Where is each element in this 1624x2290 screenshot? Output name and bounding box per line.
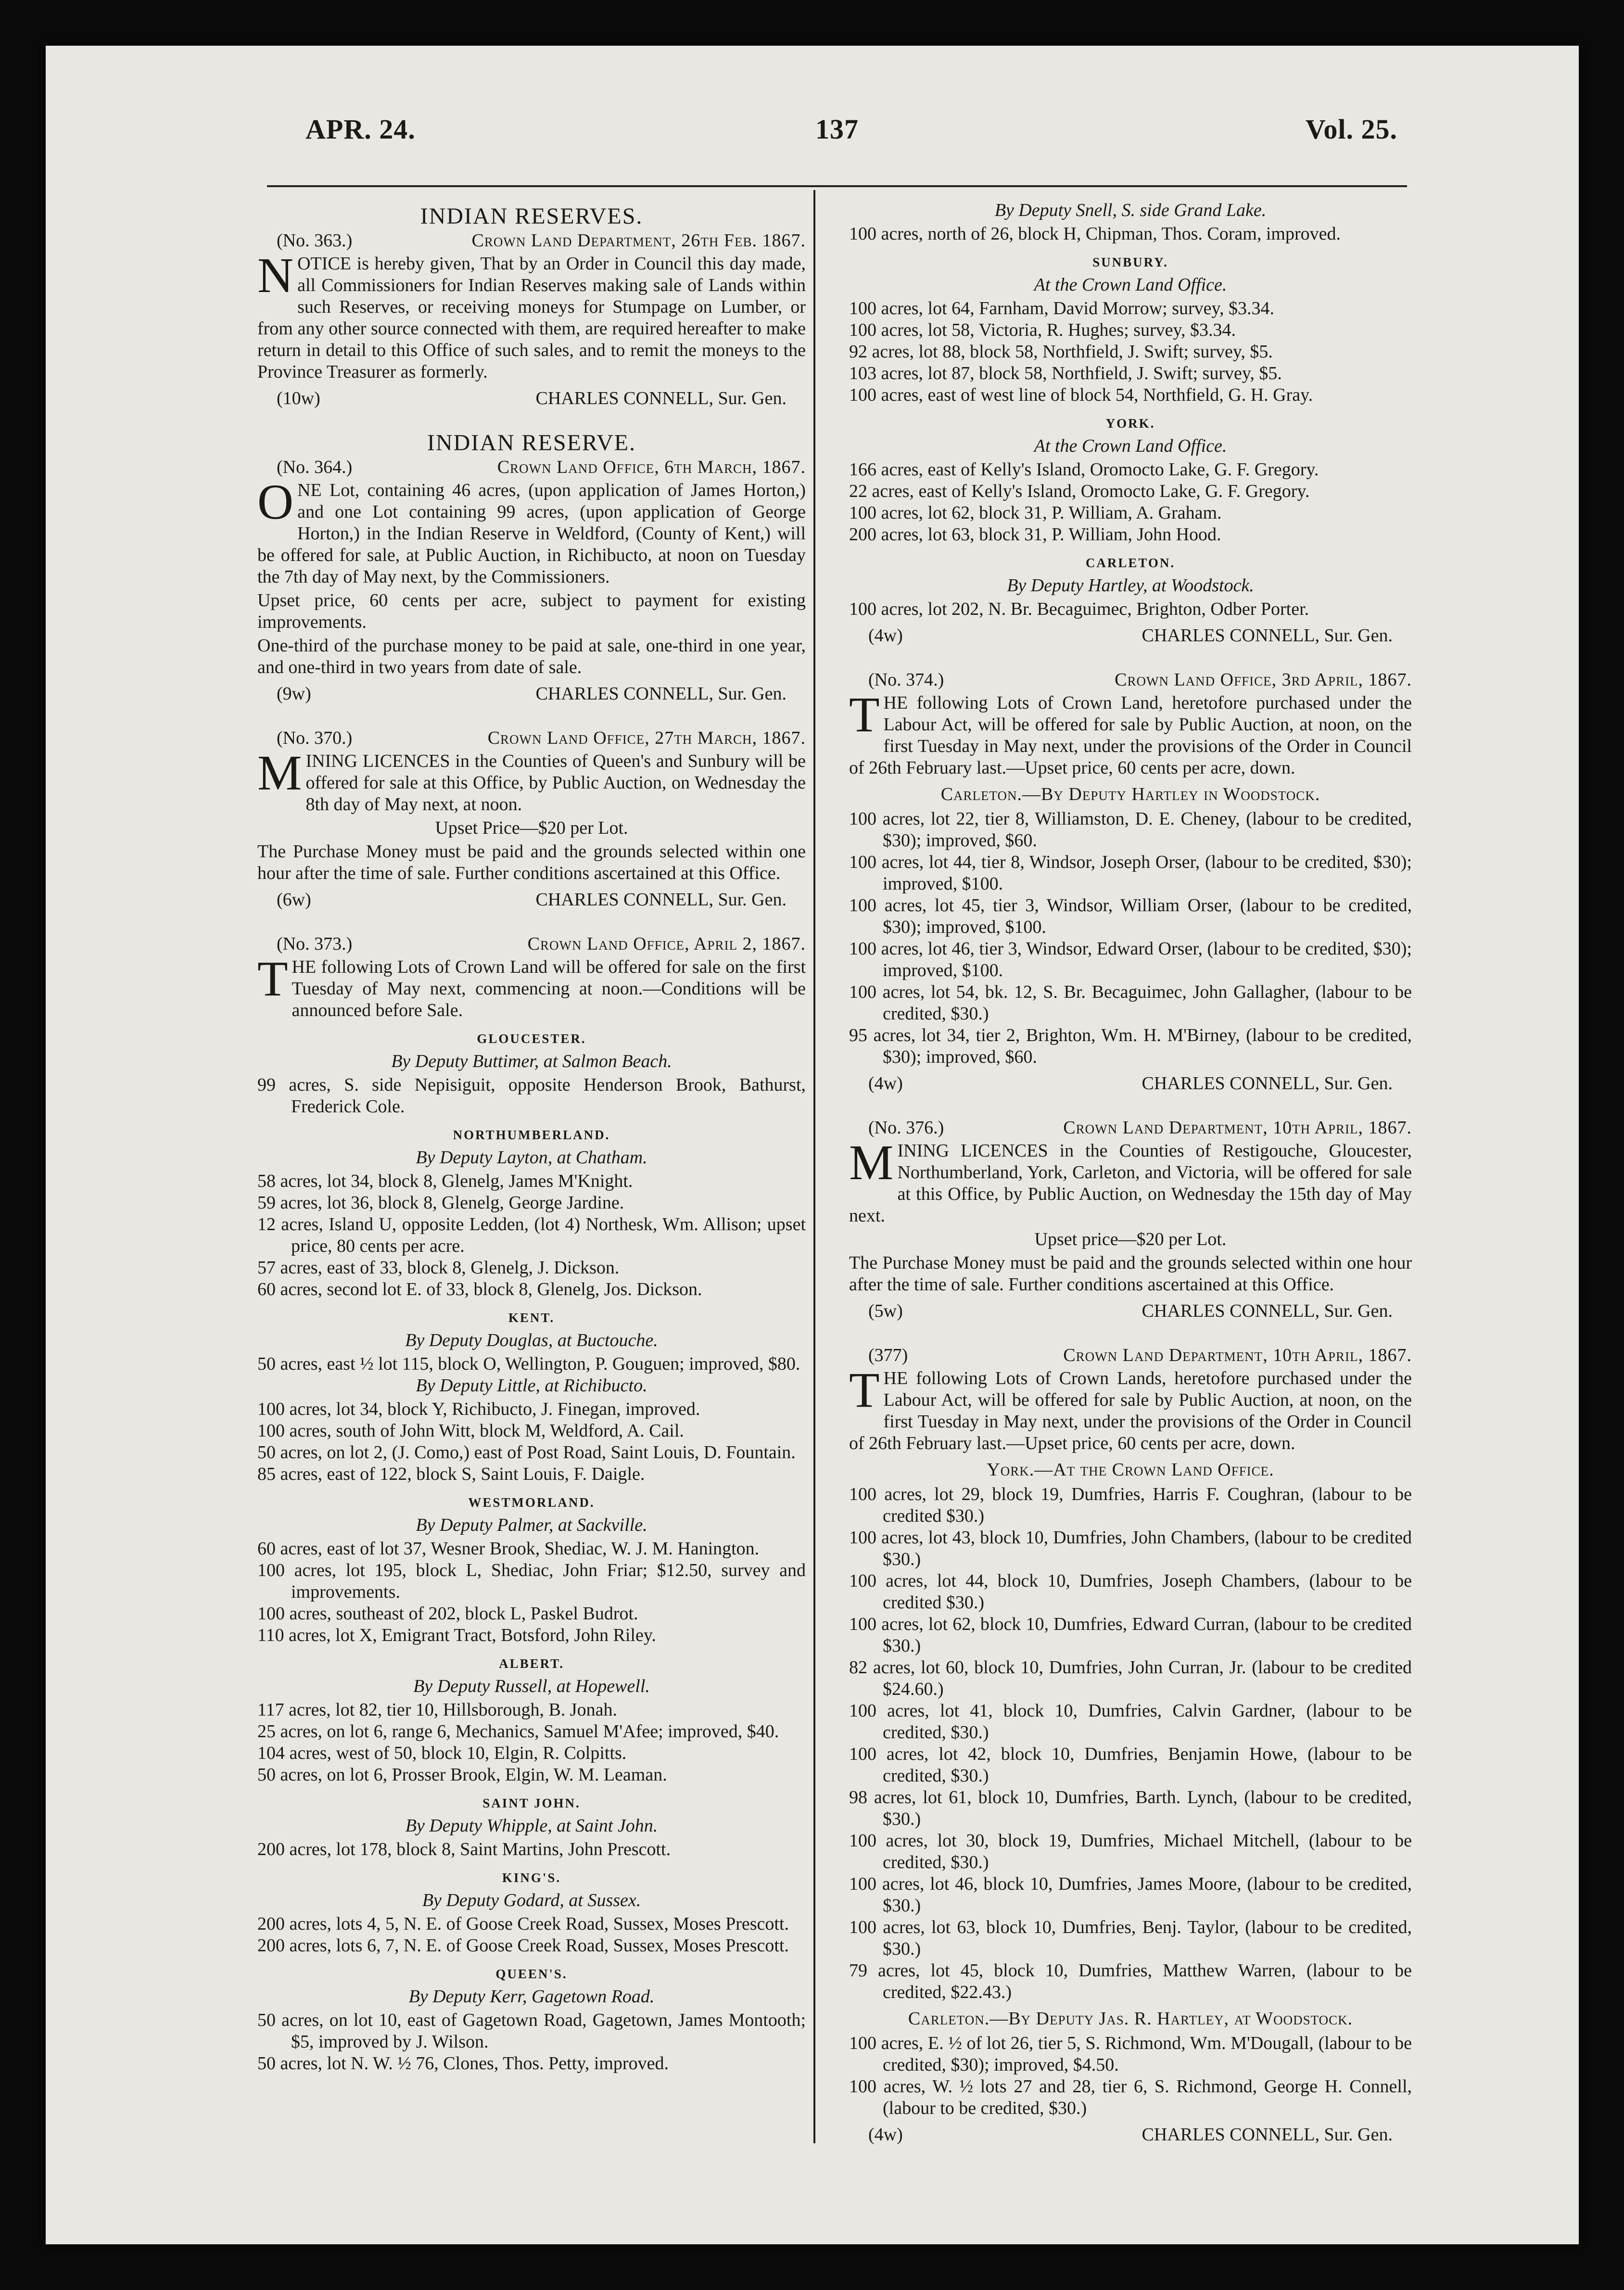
lot-entry: 22 acres, east of Kelly's Island, Oromocto Lake, G. F. Gregory. (849, 481, 1310, 501)
lot-entry: 50 acres, on lot 6, Prosser Brook, Elgin, W. M. Leaman. (257, 1765, 667, 1785)
office-date: Crown Land Office, April 2, 1867. (527, 934, 806, 954)
lot-entry: 58 acres, lot 34, block 8, Glenelg, James M'Knight. (257, 1171, 633, 1191)
deputy-line: By Deputy Hartley, at Woodstock. (1007, 575, 1254, 596)
lot-entry: 59 acres, lot 36, block 8, Glenelg, George Jardine. (257, 1193, 624, 1213)
right-column (849, 200, 1412, 2163)
notice-body-text: INING LICENCES in the Counties of Restigouche, Gloucester, Northumberland, York, Carleton, and Victoria, will be offered for sale at this Office, by Public Auction, on Wednesday the 15th day of May next. (849, 1141, 1412, 1226)
insertion-code: (4w) (868, 2125, 903, 2145)
deputy-line: By Deputy Buttimer, at Salmon Beach. (391, 1051, 672, 1071)
district-heading: Carleton.—By Deputy Hartley in Woodstock. (940, 784, 1320, 804)
deputy-line: By Deputy Douglas, at Buctouche. (405, 1330, 658, 1350)
drop-cap-letter: N (257, 248, 294, 303)
lot-entry: 99 acres, S. side Nepisiguit, opposite Henderson Brook, Bathurst, Frederick Cole. (257, 1075, 806, 1117)
drop-cap-letter: T (849, 687, 880, 742)
county-heading: YORK. (1105, 416, 1155, 431)
notice-number-line (257, 457, 806, 480)
signature-line (849, 1073, 1412, 1098)
lot-entry: 25 acres, on lot 6, range 6, Mechanics, Samuel M'Afee; improved, $40. (257, 1721, 779, 1742)
county-heading: KING'S. (502, 1870, 561, 1885)
signature-line (849, 1300, 1412, 1325)
lot-entry: 100 acres, E. ½ of lot 26, tier 5, S. Richmond, Wm. M'Dougall, (labour to be credited, $30); improved, $4.50. (849, 2033, 1412, 2075)
notice-body-text: NE Lot, containing 46 acres, (upon application of James Horton,) and one Lot containing 99 acres, (upon application of George Horton,) in the Indian Reserve in Weldford, (County of Kent,) will be offered for sale, at Public Auction, in Richibucto, at noon on Tuesday the 7th day of May next, by the Commissioners. (257, 480, 806, 587)
newspaper-page (46, 46, 1579, 2244)
deputy-line: By Deputy Russell, at Hopewell. (413, 1676, 650, 1696)
lot-entry: 100 acres, lot 30, block 19, Dumfries, Michael Mitchell, (labour to be credited, $30.) (849, 1831, 1412, 1872)
lot-entry: 100 acres, lot 29, block 19, Dumfries, Harris F. Coughran, (labour to be credited $30.) (849, 1484, 1412, 1526)
upset-price: Upset Price—$20 per Lot. (435, 818, 628, 838)
lot-entry: 100 acres, lot 202, N. Br. Becaguimec, Brighton, Odber Porter. (849, 599, 1309, 619)
lot-entry: 100 acres, lot 42, block 10, Dumfries, Benjamin Howe, (labour to be credited, $30.) (849, 1744, 1412, 1786)
signature: CHARLES CONNELL, Sur. Gen. (535, 890, 787, 910)
paragraph: The Purchase Money must be paid and the grounds selected within one hour after the time of sale. Further conditions ascertained at this Office. (849, 1253, 1412, 1295)
signature-line (257, 889, 806, 914)
lot-entry: 79 acres, lot 45, block 10, Dumfries, Matthew Warren, (labour to be credited, $22.43.) (849, 1960, 1412, 2002)
lot-entry: 100 acres, lot 62, block 10, Dumfries, Edward Curran, (labour to be credited $30.) (849, 1614, 1412, 1656)
lot-entry: 200 acres, lot 178, block 8, Saint Martins, John Prescott. (257, 1839, 671, 1859)
signature: CHARLES CONNELL, Sur. Gen. (1142, 1073, 1393, 1094)
office-date: Crown Land Office, 6th March, 1867. (497, 457, 806, 477)
drop-cap-letter: T (257, 951, 288, 1006)
page-header (267, 103, 1407, 187)
notice-title: INDIAN RESERVES. (420, 204, 643, 229)
insertion-code: (4w) (868, 1073, 903, 1094)
lot-entry: 95 acres, lot 34, tier 2, Brighton, Wm. H. M'Birney, (labour to be credited, $30); improved, $60. (849, 1025, 1412, 1067)
insertion-code: (6w) (277, 890, 311, 910)
notice-number-line (849, 1117, 1412, 1140)
insertion-code: (5w) (868, 1301, 903, 1321)
notice-body (849, 1362, 1412, 1454)
county-heading: GLOUCESTER. (477, 1031, 586, 1046)
notice-body (257, 745, 806, 815)
drop-cap-letter: M (849, 1135, 894, 1190)
county-heading: WESTMORLAND. (468, 1495, 595, 1510)
notice-number-line (257, 933, 806, 956)
notice-number-line (849, 669, 1412, 692)
office-date: Crown Land Department, 26th Feb. 1867. (471, 230, 806, 251)
deputy-line: By Deputy Layton, at Chatham. (416, 1147, 647, 1168)
notice-number-line (849, 1345, 1412, 1368)
deputy-line: At the Crown Land Office. (1034, 275, 1227, 295)
notice-body-text: HE following Lots of Crown Land will be offered for sale on the first Tuesday of May next, commencing at noon.—Conditions will be announced before Sale. (292, 957, 806, 1020)
lot-entry: 100 acres, lot 46, block 10, Dumfries, James Moore, (labour to be credited, $30.) (849, 1874, 1412, 1916)
deputy-line: By Deputy Whipple, at Saint John. (405, 1816, 658, 1836)
signature: CHARLES CONNELL, Sur. Gen. (1142, 625, 1393, 646)
notice-number: (No. 373.) (277, 934, 353, 954)
lot-entry: 110 acres, lot X, Emigrant Tract, Botsford, John Riley. (257, 1625, 656, 1645)
county-heading: SUNBURY. (1092, 255, 1168, 269)
lot-entry: 12 acres, Island U, opposite Ledden, (lot 4) Northesk, Wm. Allison; upset price, 80 cents per acre. (257, 1214, 806, 1256)
lot-entry: 166 acres, east of Kelly's Island, Oromocto Lake, G. F. Gregory. (849, 459, 1319, 480)
notice-body-text: HE following Lots of Crown Land, heretofore purchased under the Labour Act, will be offered for sale by Public Auction, at noon, on the first Tuesday in May next, under the provisions of the Order in Council of 26th February last.—Upset price, 60 cents per acre, down. (849, 693, 1412, 778)
signature: CHARLES CONNELL, Sur. Gen. (1142, 2125, 1393, 2145)
lot-entry: 50 acres, on lot 10, east of Gagetown Road, Gagetown, James Montooth; $5, improved by J. Wilson. (257, 2010, 806, 2052)
notice-number: (No. 370.) (277, 728, 353, 748)
notice-body (849, 1135, 1412, 1227)
deputy-line: By Deputy Snell, S. side Grand Lake. (994, 200, 1267, 220)
lot-entry: 100 acres, lot 44, block 10, Dumfries, Joseph Chambers, (labour to be credited $30.) (849, 1571, 1412, 1613)
deputy-line: By Deputy Little, at Richibucto. (416, 1375, 647, 1396)
notice-body (257, 248, 806, 383)
notice-number: (No. 374.) (868, 670, 944, 690)
column-divider (813, 190, 815, 2143)
notice-number-line (257, 727, 806, 751)
office-date: Crown Land Office, 27th March, 1867. (487, 728, 806, 748)
signature-line (257, 683, 806, 708)
lot-entry: 100 acres, lot 34, block Y, Richibucto, J. Finegan, improved. (257, 1399, 700, 1419)
drop-cap-letter: M (257, 745, 302, 801)
deputy-line: By Deputy Kerr, Gagetown Road. (408, 1986, 655, 2007)
lot-entry: 92 acres, lot 88, block 58, Northfield, J. Swift; survey, $5. (849, 342, 1273, 362)
lot-entry: 100 acres, lot 46, tier 3, Windsor, Edward Orser, (labour to be credited, $30); improved, $100. (849, 939, 1412, 980)
upset-price: Upset price—$20 per Lot. (1034, 1229, 1227, 1249)
district-heading: Carleton.—By Deputy Jas. R. Hartley, at Woodstock. (908, 2009, 1353, 2029)
lot-entry: 200 acres, lots 4, 5, N. E. of Goose Creek Road, Sussex, Moses Prescott. (257, 1914, 789, 1934)
county-heading: KENT. (508, 1310, 555, 1325)
notice-body-text: HE following Lots of Crown Lands, heretofore purchased under the Labour Act, will be offered for sale by Public Auction, at noon, on the first Tuesday in May next, under the provisions of the Order in Council of 26th February last.—Upset price, 60 cents per acre, down. (849, 1368, 1412, 1453)
volume-number: Vol. 25. (1305, 114, 1397, 145)
lot-entry: 100 acres, lot 22, tier 8, Williamston, D. E. Cheney, (labour to be credited, $30); improved, $60. (849, 809, 1412, 851)
lot-entry: 57 acres, east of 33, block 8, Glenelg, J. Dickson. (257, 1258, 620, 1278)
lot-entry: 100 acres, lot 58, Victoria, R. Hughes; survey, $3.34. (849, 320, 1236, 340)
notice-number-line (257, 230, 806, 253)
county-heading: NORTHUMBERLAND. (453, 1128, 610, 1142)
drop-cap-letter: O (257, 474, 294, 530)
lot-entry: 100 acres, south of John Witt, block M, Weldford, A. Cail. (257, 1421, 684, 1441)
county-heading: ALBERT. (499, 1656, 564, 1671)
lot-entry: 200 acres, lots 6, 7, N. E. of Goose Creek Road, Sussex, Moses Prescott. (257, 1935, 789, 1956)
lot-entry: 100 acres, lot 64, Farnham, David Morrow; survey, $3.34. (849, 298, 1275, 318)
lot-entry: 82 acres, lot 60, block 10, Dumfries, John Curran, Jr. (labour to be credited $24.60.) (849, 1657, 1412, 1699)
lot-entry: 200 acres, lot 63, block 31, P. William, John Hood. (849, 524, 1221, 545)
notice-body (849, 687, 1412, 779)
office-date: Crown Land Department, 10th April, 1867. (1063, 1345, 1412, 1365)
lot-entry: 50 acres, on lot 2, (J. Como,) east of Post Road, Saint Louis, D. Fountain. (257, 1442, 796, 1463)
signature: CHARLES CONNELL, Sur. Gen. (1142, 1301, 1393, 1321)
office-date: Crown Land Department, 10th April, 1867. (1063, 1118, 1412, 1138)
lot-entry: 60 acres, east of lot 37, Wesner Brook, Shediac, W. J. M. Hanington. (257, 1539, 760, 1559)
notice-body (257, 474, 806, 588)
notice-number: (377) (868, 1345, 908, 1365)
lot-entry: 60 acres, second lot E. of 33, block 8, Glenelg, Jos. Dickson. (257, 1279, 702, 1299)
left-column (257, 200, 806, 2163)
lot-entry: 103 acres, lot 87, block 58, Northfield, J. Swift; survey, $5. (849, 363, 1282, 383)
lot-entry: 50 acres, east ½ lot 115, block O, Wellington, P. Gouguen; improved, $80. (257, 1354, 800, 1374)
notice-body-text: INING LICENCES in the Counties of Queen's and Sunbury will be offered for sale at this Office, by Public Auction, on Wednesday the 8th day of May next, at noon. (305, 751, 806, 814)
lot-entry: 100 acres, lot 63, block 10, Dumfries, Benj. Taylor, (labour to be credited, $30.) (849, 1917, 1412, 1959)
notice-number: (No. 364.) (277, 457, 353, 477)
page-number: 137 (815, 114, 859, 145)
signature: CHARLES CONNELL, Sur. Gen. (535, 388, 787, 408)
lot-entry: 104 acres, west of 50, block 10, Elgin, R. Colpitts. (257, 1743, 627, 1763)
notice-body-text: OTICE is hereby given, That by an Order in Council this day made, all Commissioners for Indian Reserves making sale of Lands within such Reserves, or receiving moneys for Stumpage on Lumber, or from any other source connected with them, are required hereafter to make return in detail to this Office of such sales, and to remit the moneys to the Province Treasurer as formerly. (257, 254, 806, 382)
office-date: Crown Land Office, 3rd April, 1867. (1115, 670, 1412, 690)
county-heading: QUEEN'S. (495, 1967, 568, 1981)
signature-line (257, 388, 806, 413)
paragraph: The Purchase Money must be paid and the grounds selected within one hour after the time of sale. Further conditions ascertained at this Office. (257, 841, 806, 883)
drop-cap-letter: T (849, 1362, 880, 1418)
lot-entry: 100 acres, W. ½ lots 27 and 28, tier 6, S. Richmond, George H. Connell, (labour to be credited, $30.) (849, 2076, 1412, 2118)
insertion-code: (9w) (277, 684, 311, 704)
notice-number: (No. 376.) (868, 1118, 944, 1138)
county-heading: CARLETON. (1085, 556, 1176, 570)
lot-entry: 98 acres, lot 61, block 10, Dumfries, Barth. Lynch, (labour to be credited, $30.) (849, 1787, 1412, 1829)
lot-entry: 100 acres, north of 26, block H, Chipman, Thos. Coram, improved. (849, 224, 1341, 244)
notice-title: INDIAN RESERVE. (427, 430, 636, 456)
lot-entry: 85 acres, east of 122, block S, Saint Louis, F. Daigle. (257, 1464, 645, 1484)
deputy-line: By Deputy Palmer, at Sackville. (416, 1515, 647, 1535)
issue-date: APR. 24. (305, 114, 416, 145)
lot-entry: 100 acres, southeast of 202, block L, Paskel Budrot. (257, 1603, 638, 1624)
lot-entry: 100 acres, east of west line of block 54, Northfield, G. H. Gray. (849, 385, 1313, 405)
lot-entry: 100 acres, lot 54, bk. 12, S. Br. Becaguimec, John Gallagher, (labour to be credited, $30.) (849, 982, 1412, 1024)
county-heading: SAINT JOHN. (482, 1796, 581, 1810)
deputy-line: By Deputy Godard, at Sussex. (422, 1890, 641, 1910)
lot-entry: 50 acres, lot N. W. ½ 76, Clones, Thos. Petty, improved. (257, 2053, 669, 2074)
lot-entry: 100 acres, lot 44, tier 8, Windsor, Joseph Orser, (labour to be credited, $30); improved, $100. (849, 852, 1412, 894)
signature: CHARLES CONNELL, Sur. Gen. (535, 684, 787, 704)
lot-entry: 100 acres, lot 195, block L, Shediac, John Friar; $12.50, survey and improvements. (257, 1560, 806, 1602)
lot-entry: 100 acres, lot 41, block 10, Dumfries, Calvin Gardner, (labour to be credited, $30.) (849, 1701, 1412, 1743)
signature-line (849, 625, 1412, 650)
signature-line (849, 2124, 1412, 2149)
notice-body (257, 951, 806, 1021)
deputy-line: At the Crown Land Office. (1034, 436, 1227, 456)
district-heading: York.—At the Crown Land Office. (987, 1460, 1274, 1480)
insertion-code: (4w) (868, 625, 903, 646)
lot-entry: 100 acres, lot 43, block 10, Dumfries, John Chambers, (labour to be credited $30.) (849, 1527, 1412, 1569)
lot-entry: 100 acres, lot 62, block 31, P. William, A. Graham. (849, 503, 1222, 523)
lot-entry: 117 acres, lot 82, tier 10, Hillsborough, B. Jonah. (257, 1700, 617, 1720)
lot-entry: 100 acres, lot 45, tier 3, Windsor, William Orser, (labour to be credited, $30); improved, $100. (849, 895, 1412, 937)
notice-number: (No. 363.) (277, 230, 353, 251)
paragraph: One-third of the purchase money to be paid at sale, one-third in one year, and one-third in two years from date of sale. (257, 636, 806, 677)
insertion-code: (10w) (277, 388, 320, 408)
paragraph: Upset price, 60 cents per acre, subject to payment for existing improvements. (257, 590, 806, 632)
